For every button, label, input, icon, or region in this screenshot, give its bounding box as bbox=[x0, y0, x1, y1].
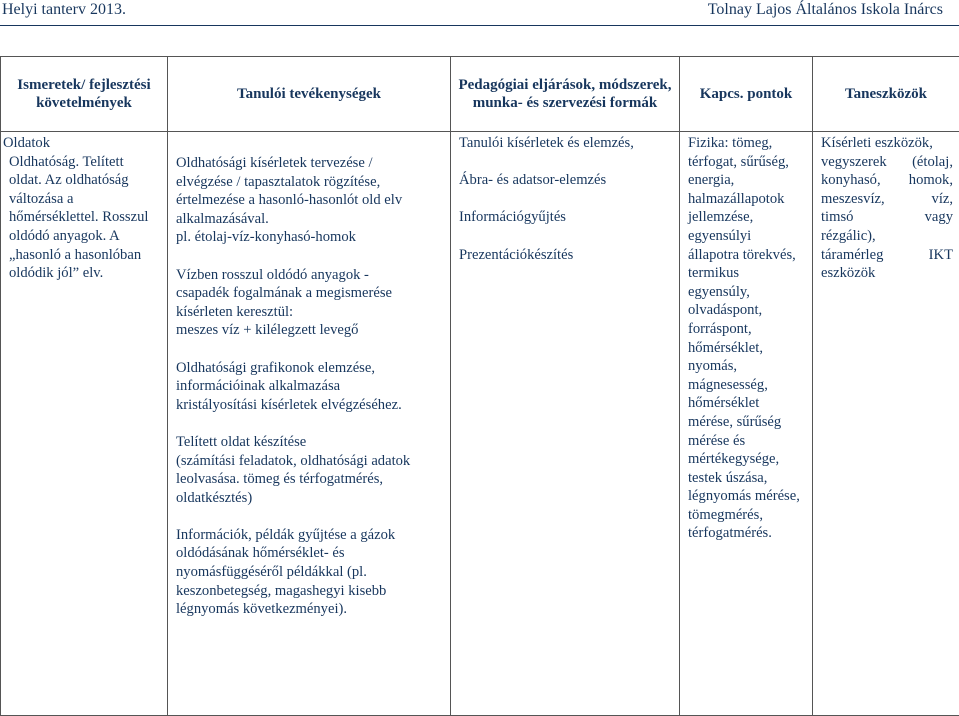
connections-cell bbox=[680, 132, 813, 716]
column-header-tools: Taneszközök bbox=[813, 57, 959, 132]
list-item: energia, bbox=[688, 171, 806, 190]
activity-block bbox=[176, 359, 444, 415]
list-item: állapotra törekvés, bbox=[688, 246, 806, 265]
list-item: oldat. Az oldhatóság bbox=[9, 171, 161, 190]
list-item: eszközök bbox=[821, 264, 953, 283]
list-item: meszes víz + kilélegzett levegő bbox=[176, 321, 444, 340]
list-item: hőmérséklettel. Rosszul bbox=[9, 208, 161, 227]
list-item: Információgyűjtés bbox=[459, 208, 673, 227]
list-item: olvadáspont, bbox=[688, 301, 806, 320]
list-item: konyhasó, homok, bbox=[821, 171, 953, 190]
list-item: hőmérséklet, bbox=[688, 339, 806, 358]
list-item: légnyomás következményei). bbox=[176, 600, 444, 619]
list-item: csapadék fogalmának a megismerése bbox=[176, 284, 444, 303]
header-right-text: Tolnay Lajos Általános Iskola Inárcs bbox=[708, 1, 943, 19]
topic-description bbox=[3, 153, 161, 283]
curriculum-table bbox=[0, 56, 959, 716]
list-item: információinak alkalmazása bbox=[176, 377, 444, 396]
list-item: Oldhatósági kísérletek tervezése / bbox=[176, 154, 444, 173]
list-item: jellemzése, bbox=[688, 208, 806, 227]
list-item: értelmezése a hasonló-hasonlót old elv bbox=[176, 191, 444, 210]
topic-title: Oldatok bbox=[3, 134, 161, 153]
list-item: keszonbetegség, magashegyi kisebb bbox=[176, 582, 444, 601]
list-item: vegyszerek (étolaj, bbox=[821, 153, 953, 172]
methods-cell bbox=[451, 132, 680, 716]
list-item: mérése, sűrűség bbox=[688, 413, 806, 432]
column-header-methods: Pedagógiai eljárások, módszerek, munka- és szervezési formák bbox=[451, 57, 680, 132]
list-item: térfogatmérés. bbox=[688, 524, 806, 543]
table-row bbox=[1, 132, 959, 716]
activities-cell bbox=[168, 132, 451, 716]
list-item: változása a bbox=[9, 190, 161, 209]
list-item: elvégzése / tapasztalatok rögzítése, bbox=[176, 173, 444, 192]
list-item: kristályosítási kísérletek elvégzéséhez. bbox=[176, 396, 444, 415]
list-item: forráspont, bbox=[688, 320, 806, 339]
list-item: oldatkésztés) bbox=[176, 489, 444, 508]
activity-block bbox=[176, 526, 444, 619]
requirements-cell bbox=[1, 132, 168, 716]
list-item: Fizika: tömeg, bbox=[688, 134, 806, 153]
list-item: Kísérleti eszközök, bbox=[821, 134, 953, 153]
list-item: nyomásfüggéséről példákkal (pl. bbox=[176, 563, 444, 582]
table-header-row bbox=[1, 57, 959, 132]
list-item: egyensúly, bbox=[688, 283, 806, 302]
list-item: mértékegysége, bbox=[688, 450, 806, 469]
list-item: nyomás, bbox=[688, 357, 806, 376]
list-item: oldódásának hőmérséklet- és bbox=[176, 544, 444, 563]
list-item: mérése és bbox=[688, 432, 806, 451]
list-item: testek úszása, bbox=[688, 469, 806, 488]
list-item: Telített oldat készítése bbox=[176, 433, 444, 452]
list-item: Tanulói kísérletek és elemzés, bbox=[459, 134, 673, 153]
column-header-requirements: Ismeretek/ fejlesztési követelmények bbox=[1, 57, 168, 132]
list-item: rézgálic), bbox=[821, 227, 953, 246]
list-item: Információk, példák gyűjtése a gázok bbox=[176, 526, 444, 545]
page-header bbox=[0, 0, 959, 26]
list-item: légnyomás mérése, bbox=[688, 487, 806, 506]
list-item: alkalmazásával. bbox=[176, 210, 444, 229]
list-item: táramérleg IKT bbox=[821, 246, 953, 265]
activity-block bbox=[176, 433, 444, 507]
list-item: térfogat, sűrűség, bbox=[688, 153, 806, 172]
list-item: meszesvíz, víz, bbox=[821, 190, 953, 209]
list-item: mágnesesség, bbox=[688, 376, 806, 395]
list-item: egyensúlyi bbox=[688, 227, 806, 246]
list-item: pl. étolaj-víz-konyhasó-homok bbox=[176, 228, 444, 247]
list-item: Prezentációkészítés bbox=[459, 246, 673, 265]
list-item: leolvasása. tömeg és térfogatmérés, bbox=[176, 470, 444, 489]
header-divider bbox=[0, 25, 959, 26]
list-item: Ábra- és adatsor-elemzés bbox=[459, 171, 673, 190]
column-header-connections: Kapcs. pontok bbox=[680, 57, 813, 132]
list-item: (számítási feladatok, oldhatósági adatok bbox=[176, 452, 444, 471]
list-item: tömegmérés, bbox=[688, 506, 806, 525]
list-item: Oldhatóság. Telített bbox=[9, 153, 161, 172]
list-item: Oldhatósági grafikonok elemzése, bbox=[176, 359, 444, 378]
list-item: oldódik jól” elv. bbox=[9, 264, 161, 283]
list-item: „hasonló a hasonlóban bbox=[9, 246, 161, 265]
header-left-text: Helyi tanterv 2013. bbox=[2, 1, 126, 19]
column-header-activities: Tanulói tevékenységek bbox=[168, 57, 451, 132]
list-item: halmazállapotok bbox=[688, 190, 806, 209]
tools-cell bbox=[813, 132, 959, 716]
list-item: timsó vagy bbox=[821, 208, 953, 227]
activity-block bbox=[176, 266, 444, 340]
list-item: kísérleten keresztül: bbox=[176, 303, 444, 322]
list-item: Vízben rosszul oldódó anyagok - bbox=[176, 266, 444, 285]
activity-block bbox=[176, 154, 444, 247]
list-item: oldódó anyagok. A bbox=[9, 227, 161, 246]
list-item: hőmérséklet bbox=[688, 394, 806, 413]
list-item: termikus bbox=[688, 264, 806, 283]
